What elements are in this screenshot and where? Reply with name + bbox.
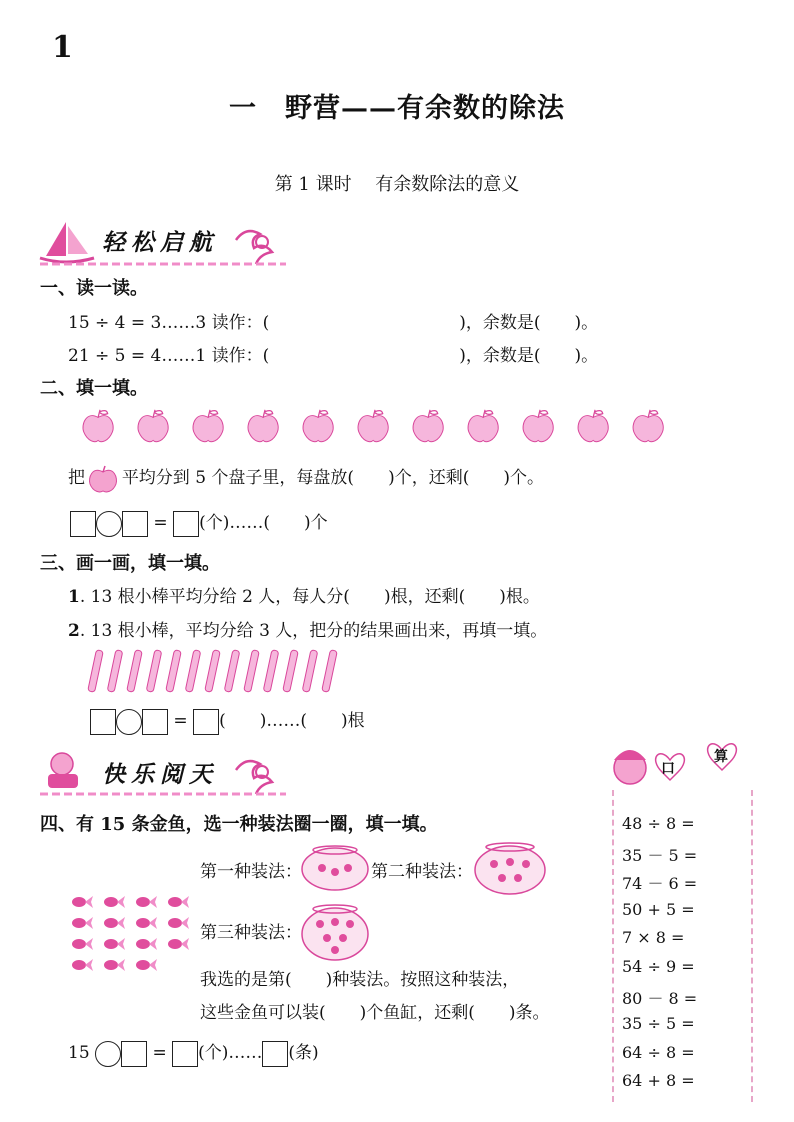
apple-icon [83, 410, 113, 442]
apple-icon [86, 464, 120, 494]
goldfish-icon [168, 938, 189, 950]
apple-icon [633, 410, 663, 442]
banner-kuaile [36, 748, 296, 798]
page-number: 1 [52, 30, 73, 65]
page-title: 一 野营——有余数的除法 [229, 93, 565, 124]
oral-label-2: 算 [714, 749, 728, 765]
question-number: 1 [68, 587, 80, 607]
stick-icon [302, 650, 318, 693]
stick-icon [146, 650, 162, 693]
answer-box[interactable] [142, 709, 168, 735]
line-text: . 13 根小棒，平均分给 3 人，把分的结果画出来，再填一填。 [79, 621, 548, 641]
oral-calc-item: 50 + 5 = [622, 899, 695, 919]
method-1 [200, 857, 302, 882]
answer-box[interactable] [262, 1041, 288, 1067]
answer-box[interactable] [172, 1041, 198, 1067]
stick-icon [166, 650, 182, 693]
answer-box[interactable] [122, 511, 148, 537]
stick-icon [205, 650, 221, 693]
goldfish-group [66, 890, 196, 974]
goldfish-icon [72, 896, 93, 908]
line-text: 15 [68, 1043, 90, 1063]
oral-calc-header [604, 738, 754, 794]
oral-calc-item: 35 － 5 = [622, 845, 698, 865]
stick-icon [322, 650, 338, 693]
answer-box[interactable] [121, 1041, 147, 1067]
oral-calc-item: 48 ÷ 8 = [622, 814, 695, 833]
line-text: )，余数是( )。 [459, 346, 599, 366]
stick-icon [263, 650, 279, 693]
fish-bowl-icon[interactable] [300, 842, 370, 892]
answer-line-2: 这些金鱼可以装( )个鱼缸，还剩( )条。 [200, 1003, 550, 1023]
oral-calc-item: 74 － 6 = [622, 874, 698, 894]
banner-title: 轻松启航 [102, 229, 218, 256]
apple-icon [303, 410, 333, 442]
oral-calc-item: 54 ÷ 9 = [622, 957, 695, 976]
line-text: 把 [68, 468, 85, 488]
answer-box[interactable] [173, 511, 199, 537]
read-line-2 [68, 341, 598, 366]
answer-box[interactable] [193, 709, 219, 735]
stick-icon [224, 650, 240, 693]
answer-box[interactable] [70, 511, 96, 537]
goldfish-icon [136, 896, 157, 908]
stick-icon [283, 650, 299, 693]
goldfish-icon [104, 896, 125, 908]
stick-icon [127, 650, 143, 693]
banner-qingsong [36, 218, 296, 268]
question-1 [68, 582, 540, 607]
apple-equation: = (个)……( )个 [70, 508, 328, 537]
oral-calc-item: 80 － 8 = [622, 988, 698, 1008]
fish-bowl-icon[interactable] [472, 838, 548, 896]
apple-icon [358, 410, 388, 442]
method-3 [200, 918, 302, 943]
operator-circle[interactable] [96, 511, 122, 537]
line-text: (条) [288, 1043, 319, 1063]
oral-calc-item: 64 ÷ 8 = [622, 1042, 695, 1062]
oral-calc-list [612, 790, 753, 1102]
banner-title: 快乐阅天 [102, 761, 218, 788]
line-text: )，余数是( )。 [459, 313, 599, 333]
lesson-subtitle: 第 1 课时 有余数除法的意义 [274, 174, 520, 195]
read-line-1 [68, 308, 598, 333]
line-text: (个)……( )个 [199, 513, 328, 533]
line-text: 15 ÷ 4 = 3……3 读作：( [68, 313, 270, 333]
stick-icon [88, 650, 104, 693]
question-number: 2 [68, 621, 80, 641]
apple-icon [248, 410, 278, 442]
operator-circle[interactable] [95, 1041, 121, 1067]
section-heading: 一、读一读。 [40, 278, 148, 299]
stick-icon [185, 650, 201, 693]
line-text: 第一种装法： [200, 862, 302, 882]
oral-calc-item: 7 × 8 = [622, 928, 685, 948]
apple-icon [138, 410, 168, 442]
answer-box[interactable] [90, 709, 116, 735]
line-text: . 13 根小棒平均分给 2 人，每人分( )根，还剩( )根。 [79, 587, 540, 607]
fish-equation: 15 = (个)…… (条) [68, 1038, 319, 1067]
apple-icon [413, 410, 443, 442]
apple-icon [468, 410, 498, 442]
section-heading: 四、有 15 条金鱼，选一种装法圈一圈，填一填。 [40, 814, 438, 835]
goldfish-icon [72, 917, 93, 929]
line-text: 第三种装法： [200, 923, 302, 943]
oral-calc-item: 64 + 8 = [622, 1071, 695, 1091]
line-text: 第二种装法： [371, 862, 473, 882]
apple-icon [523, 410, 553, 442]
goldfish-icon [136, 959, 157, 971]
question-2 [68, 616, 547, 641]
goldfish-icon [136, 938, 157, 950]
line-text: 21 ÷ 5 = 4……1 读作：( [68, 346, 270, 366]
goldfish-icon [104, 917, 125, 929]
goldfish-icon [72, 938, 93, 950]
goldfish-icon [168, 917, 189, 929]
line-text: ( )……( )根 [219, 711, 365, 731]
section-heading: 三、画一画，填一填。 [40, 553, 220, 574]
answer-line-1: 我选的是第( )种装法。按照这种装法， [200, 970, 520, 990]
apple-sentence [68, 463, 544, 494]
method-2 [371, 857, 473, 882]
goldfish-icon [168, 896, 189, 908]
oral-label-1: 口 [661, 761, 675, 777]
line-text: (个)…… [198, 1043, 263, 1063]
apple-icon [578, 410, 608, 442]
oral-calc-item: 35 ÷ 5 = [622, 1014, 695, 1034]
goldfish-icon [136, 917, 157, 929]
goldfish-icon [104, 959, 125, 971]
apple-row [66, 405, 686, 451]
line-text: 平均分到 5 个盘子里，每盘放( )个，还剩( )个。 [121, 468, 544, 488]
goldfish-icon [104, 938, 125, 950]
stick-icon [107, 650, 123, 693]
apple-icon [193, 410, 223, 442]
section-heading: 二、填一填。 [40, 378, 148, 399]
fish-bowl-icon[interactable] [300, 900, 370, 962]
stick-equation: = ( )……( )根 [90, 706, 365, 735]
operator-circle[interactable] [116, 709, 142, 735]
stick-icon [244, 650, 260, 693]
stick-row [84, 648, 354, 696]
goldfish-icon [72, 959, 93, 971]
